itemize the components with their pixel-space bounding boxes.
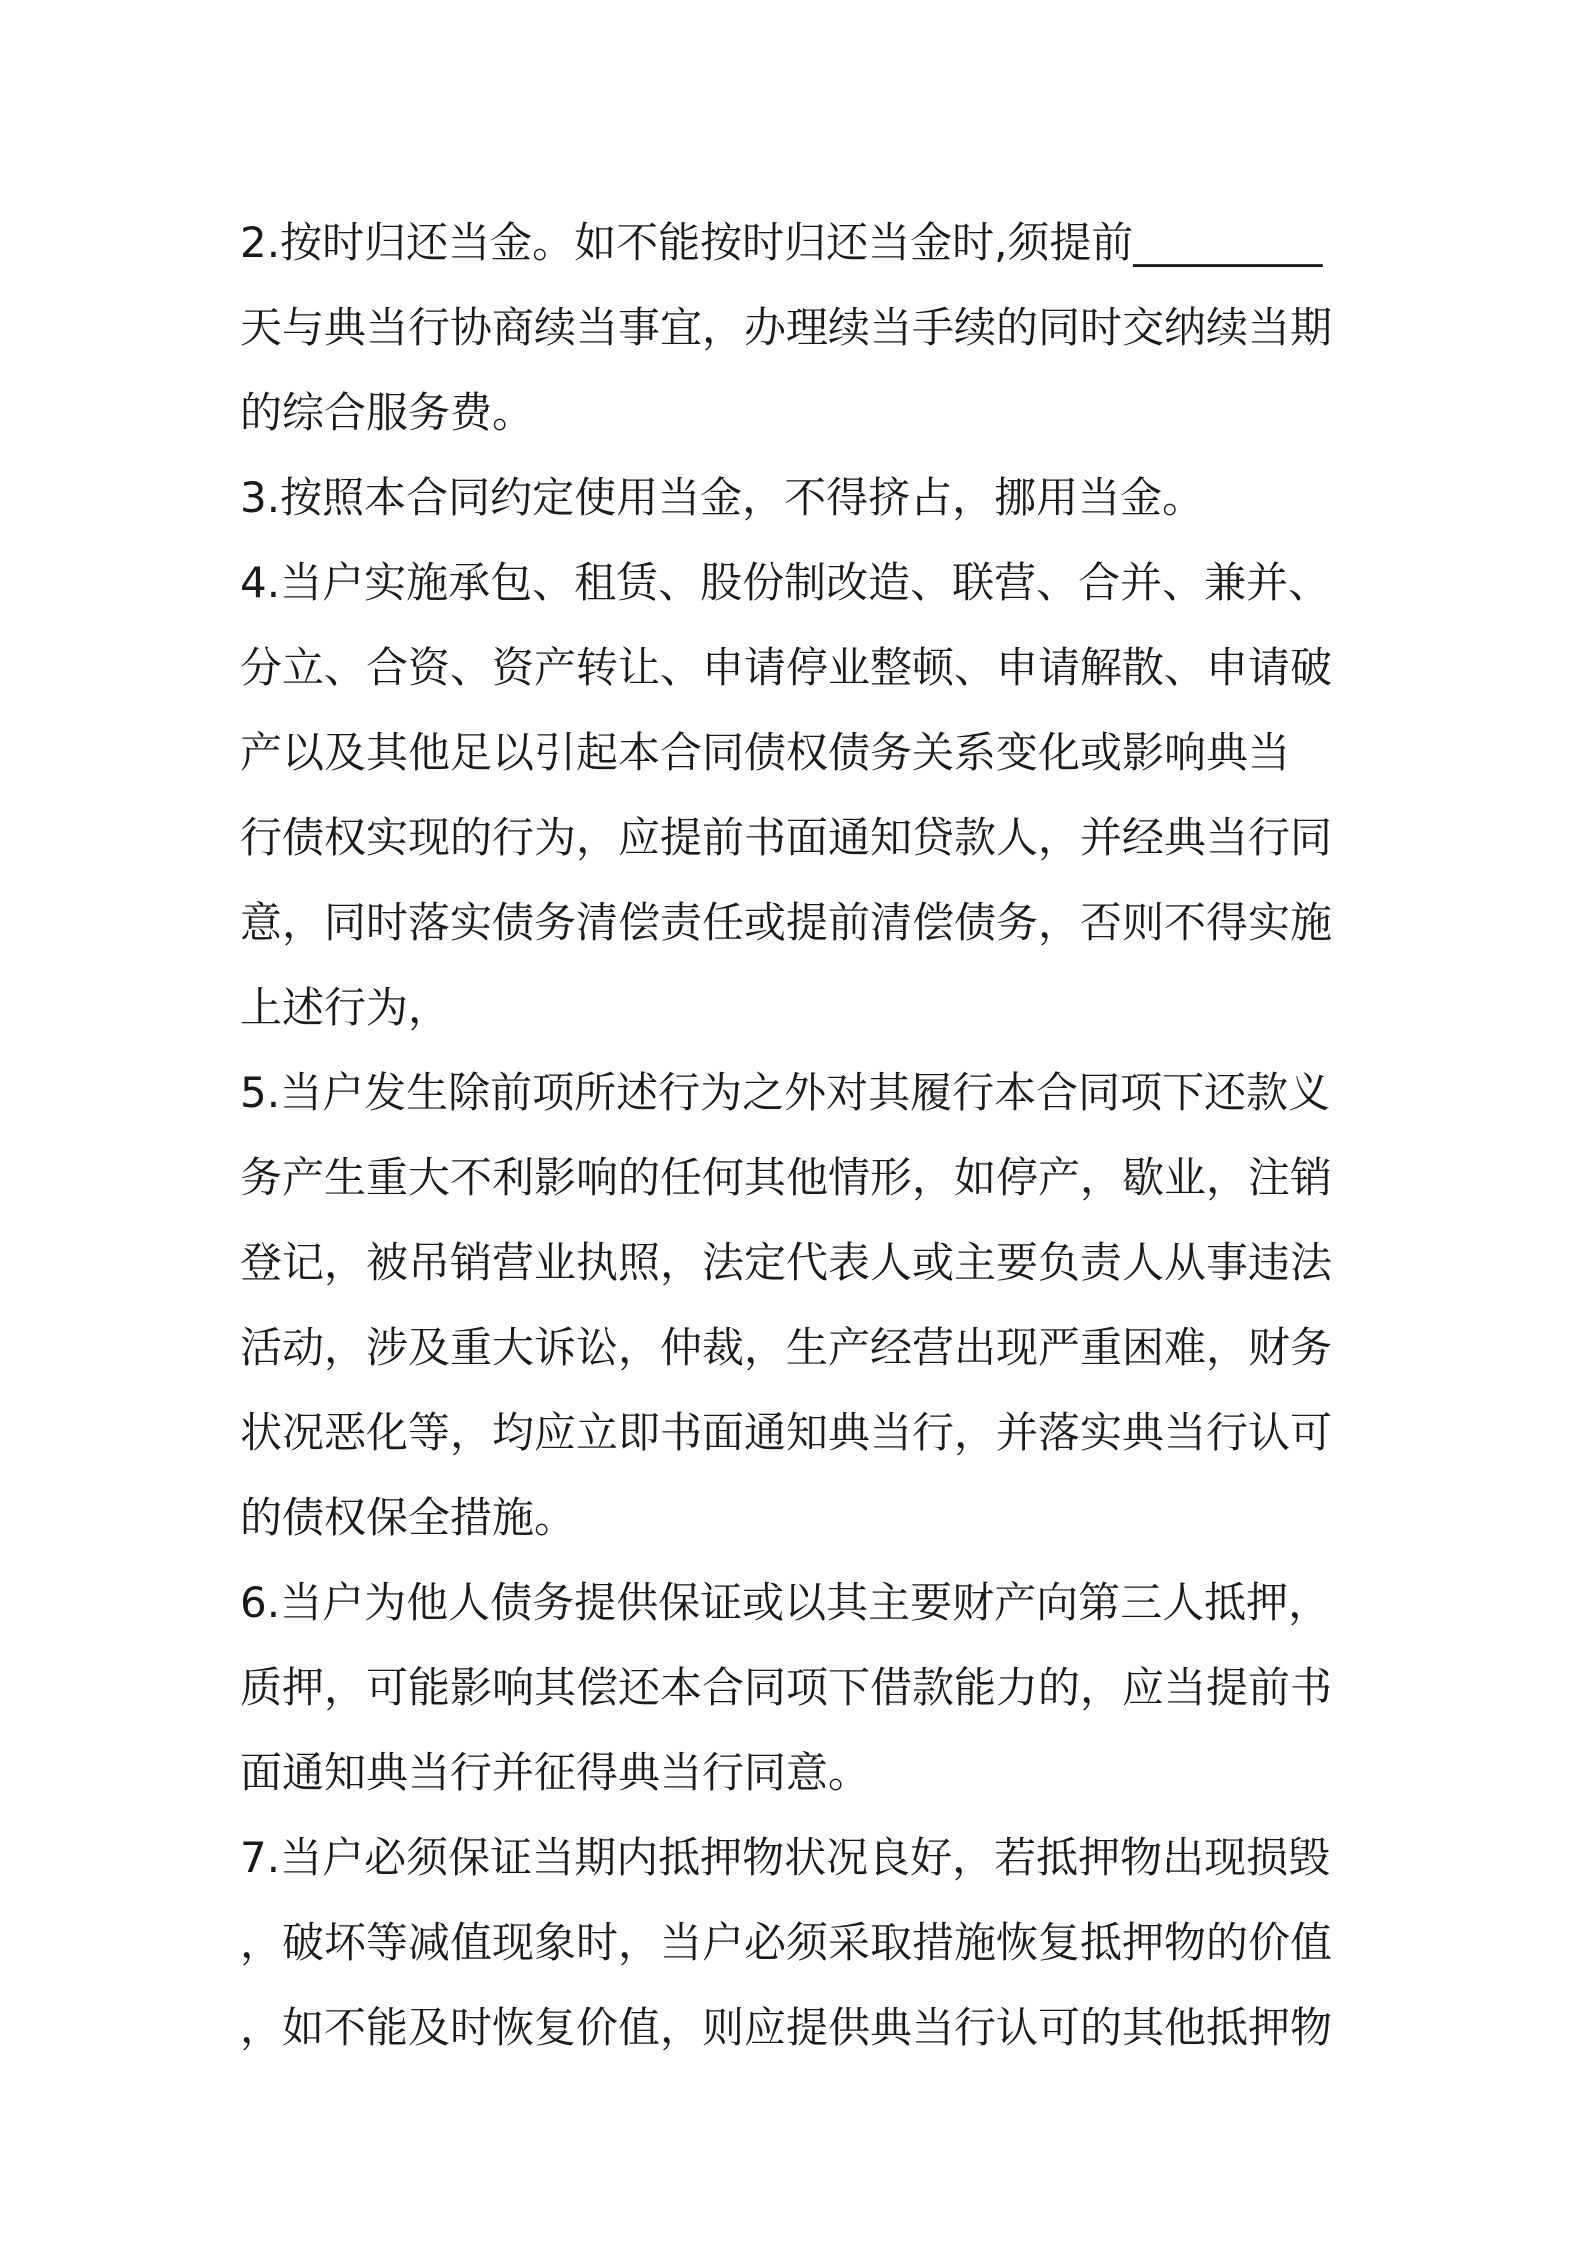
text-line: 7.当户必须保证当期内抵押物状况良好，若抵押物出现损毁 [240,1833,1331,1882]
text-line: 状况恶化等，均应立即书面通知典当行，并落实典当行认可 [240,1408,1333,1457]
text-line: 天与典当行协商续当事宜，办理续当手续的同时交纳续当期 [240,303,1333,352]
text-line: 2.按时归还当金。如不能按时归还当金时,须提前_________ [240,218,1323,267]
text-line: 面通知典当行并征得典当行同意。 [240,1748,871,1797]
text-line: 3.按照本合同约定使用当金，不得挤占，挪用当金。 [240,473,1205,522]
text-line: 务产生重大不利影响的任何其他情形，如停产，歇业，注销 [240,1153,1333,1202]
text-line: 产以及其他足以引起本合同债权债务关系变化或影响典当 [240,728,1291,777]
text-line: 5.当户发生除前项所述行为之外对其履行本合同项下还款义 [240,1068,1331,1117]
contract-text [240,200,1350,2070]
text-line: ，破坏等减值现象时，当户必须采取措施恢复抵押物的价值 [240,1918,1333,1967]
text-line: 上述行为， [240,983,451,1032]
text-line: 4.当户实施承包、租赁、股份制改造、联营、合并、兼并、 [240,558,1331,607]
text-line: 的综合服务费。 [240,388,535,437]
text-line: 质押，可能影响其偿还本合同项下借款能力的，应当提前书 [240,1663,1333,1712]
text-line: 的债权保全措施。 [240,1493,577,1542]
text-line: 意，同时落实债务清偿责任或提前清偿债务，否则不得实施 [240,898,1333,947]
text-line: 行债权实现的行为，应提前书面通知贷款人，并经典当行同 [240,813,1333,862]
text-line: 登记，被吊销营业执照，法定代表人或主要负责人从事违法 [240,1238,1333,1287]
text-line: ，如不能及时恢复价值，则应提供典当行认可的其他抵押物 [240,2003,1333,2052]
text-line: 6.当户为他人债务提供保证或以其主要财产向第三人抵押， [240,1578,1331,1627]
text-line: 活动，涉及重大诉讼，仲裁，生产经营出现严重困难，财务 [240,1323,1333,1372]
text-line: 分立、合资、资产转让、申请停业整顿、申请解散、申请破 [240,643,1333,692]
